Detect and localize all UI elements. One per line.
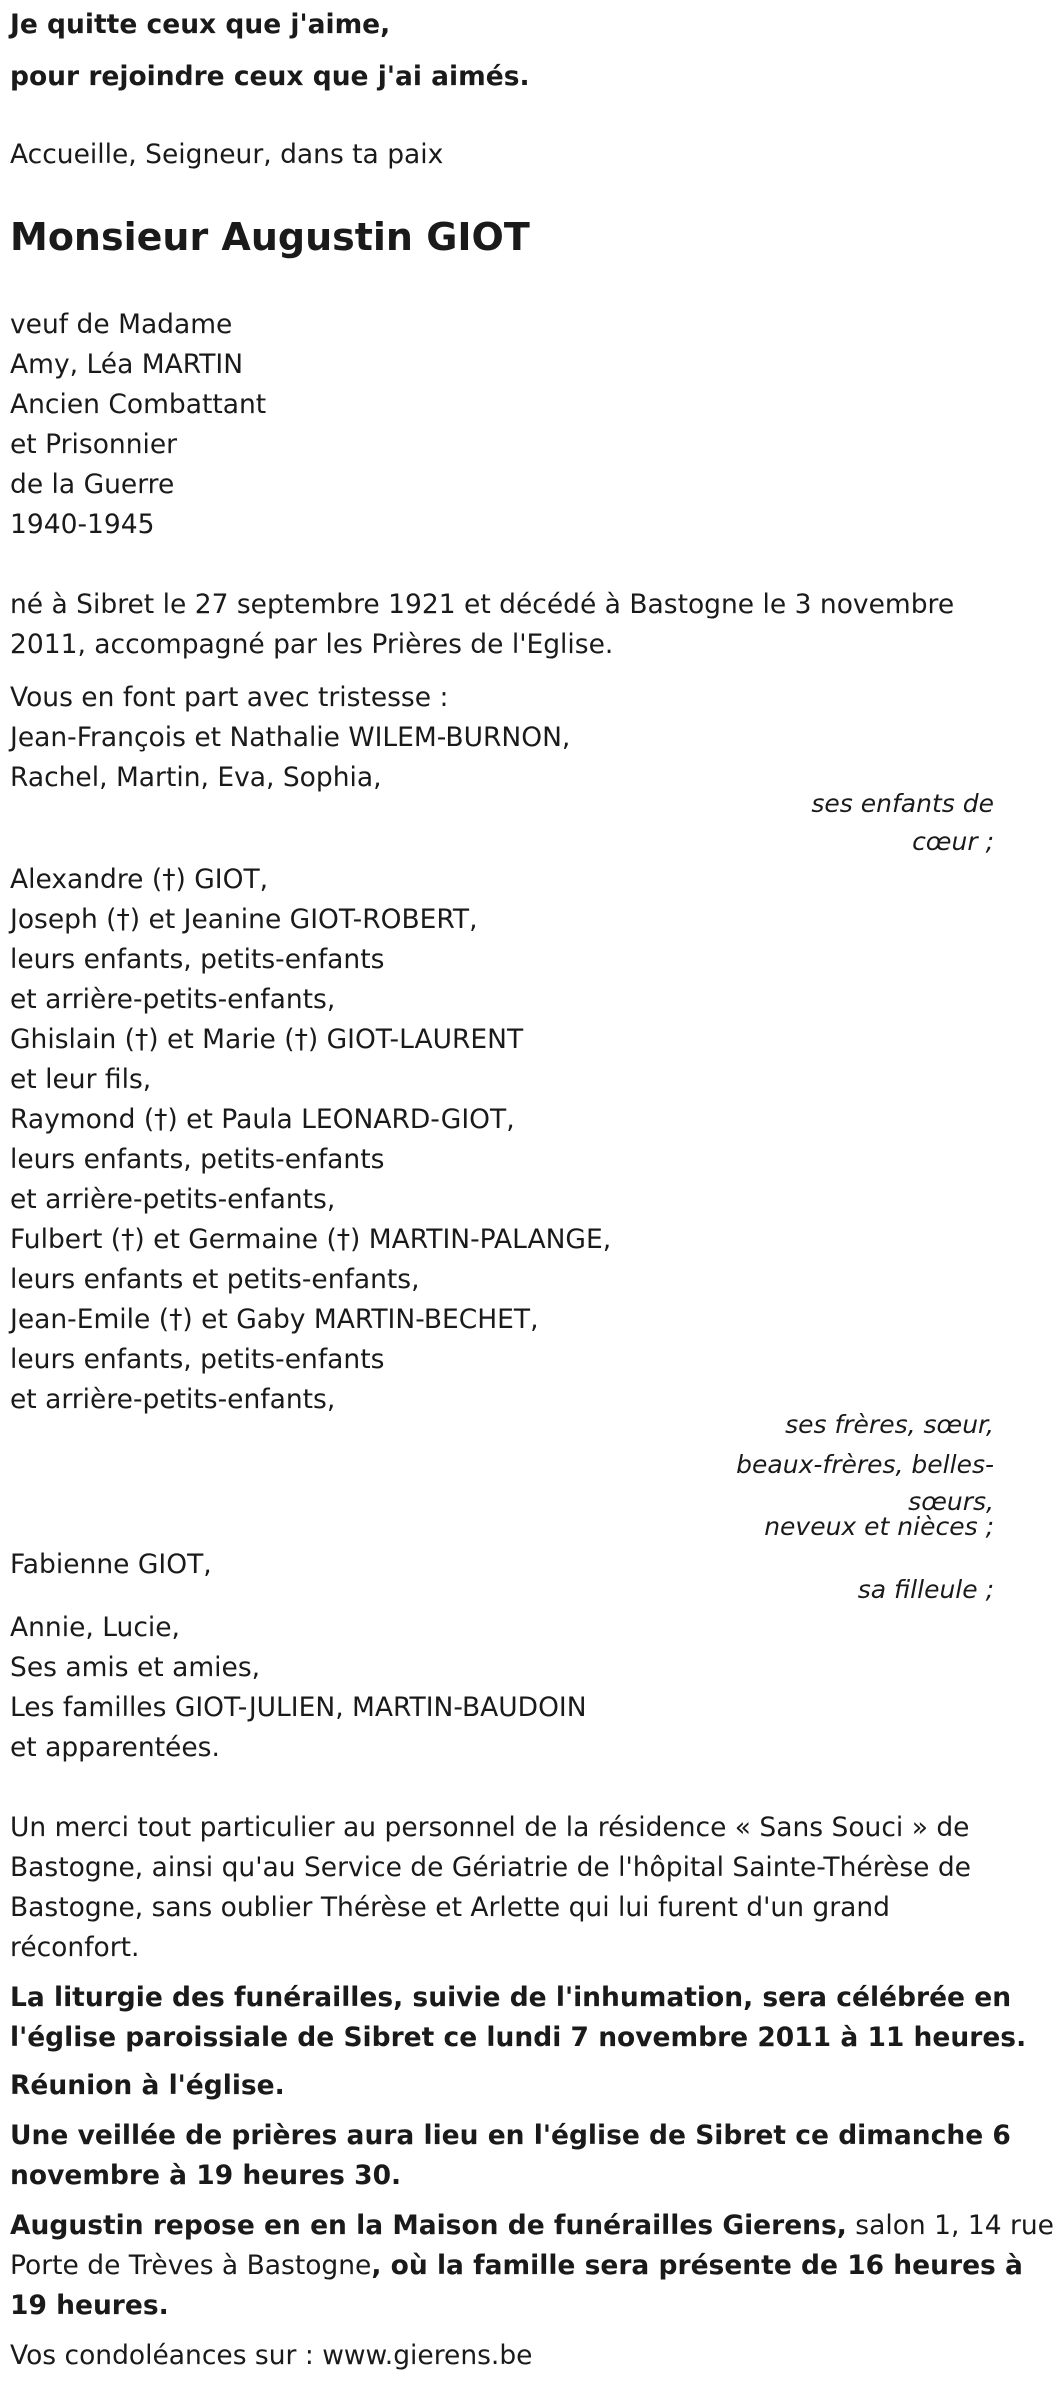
rest-line-3: 19 heures. bbox=[10, 2290, 169, 2321]
relation-label: ses frères, sœur, bbox=[785, 1410, 994, 1439]
rest-bold-text: Augustin repose en en la Maison de funérailles Gierens, bbox=[10, 2210, 847, 2241]
family-line: et leur fils, bbox=[10, 1064, 152, 1095]
thanks-line-3: Bastogne, sans oublier Thérèse et Arlette qui lui furent d'un grand bbox=[10, 1892, 890, 1923]
quote-line-1: Je quitte ceux que j'aime, bbox=[10, 9, 391, 40]
birth-death-line-2: 2011, accompagné par les Prières de l'Eglise. bbox=[10, 629, 614, 660]
family-line: et arrière-petits-enfants, bbox=[10, 1184, 336, 1215]
relation-label: ses enfants de bbox=[811, 789, 994, 818]
rest-line-1 bbox=[10, 2206, 1054, 2246]
family-line: leurs enfants, petits-enfants bbox=[10, 1144, 385, 1175]
intro-line-1: veuf de Madame bbox=[10, 309, 233, 340]
family-line: Rachel, Martin, Eva, Sophia, bbox=[10, 762, 382, 793]
prayer-text: Accueille, Seigneur, dans ta paix bbox=[10, 139, 444, 170]
family-line: Joseph (†) et Jeanine GIOT-ROBERT, bbox=[10, 904, 478, 935]
funeral-line-2: l'église paroissiale de Sibret ce lundi 7 novembre 2011 à 11 heures. bbox=[10, 2022, 1027, 2053]
relation-label: beaux-frères, belles- bbox=[736, 1450, 994, 1479]
condolences-text: Vos condoléances sur : www.gierens.be bbox=[10, 2340, 533, 2371]
rest-line-2 bbox=[10, 2246, 1023, 2286]
meeting-text: Réunion à l'église. bbox=[10, 2070, 285, 2101]
birth-death-line-1: né à Sibret le 27 septembre 1921 et décédé à Bastogne le 3 novembre bbox=[10, 589, 955, 620]
rest-normal-text: salon 1, 14 rue bbox=[846, 2210, 1054, 2241]
quote-line-2: pour rejoindre ceux que j'ai aimés. bbox=[10, 61, 530, 92]
family-line: Ghislain (†) et Marie (†) GIOT-LAURENT bbox=[10, 1024, 524, 1055]
rest-bold-text: , où la famille sera présente de 16 heures à bbox=[371, 2250, 1023, 2281]
family-line: et apparentées. bbox=[10, 1732, 220, 1763]
family-line: Annie, Lucie, bbox=[10, 1612, 180, 1643]
family-line: et arrière-petits-enfants, bbox=[10, 984, 336, 1015]
relation-label: cœur ; bbox=[912, 827, 994, 856]
family-line: Fulbert (†) et Germaine (†) MARTIN-PALANGE, bbox=[10, 1224, 612, 1255]
family-line: leurs enfants, petits-enfants bbox=[10, 1344, 385, 1375]
announce-text: Vous en font part avec tristesse : bbox=[10, 682, 449, 713]
family-line: et arrière-petits-enfants, bbox=[10, 1384, 336, 1415]
relation-label: sa filleule ; bbox=[857, 1575, 994, 1604]
vigil-line-2: novembre à 19 heures 30. bbox=[10, 2160, 402, 2191]
deceased-name: Monsieur Augustin GIOT bbox=[10, 215, 530, 259]
thanks-line-2: Bastogne, ainsi qu'au Service de Gériatrie de l'hôpital Sainte-Thérèse de bbox=[10, 1852, 971, 1883]
rest-normal-text: Porte de Trèves à Bastogne bbox=[10, 2250, 372, 2281]
family-line: Jean-Emile (†) et Gaby MARTIN-BECHET, bbox=[10, 1304, 539, 1335]
family-line: Ses amis et amies, bbox=[10, 1652, 261, 1683]
family-line: leurs enfants, petits-enfants bbox=[10, 944, 385, 975]
family-line: Raymond (†) et Paula LEONARD-GIOT, bbox=[10, 1104, 515, 1135]
intro-line-2: Amy, Léa MARTIN bbox=[10, 349, 244, 380]
family-line: leurs enfants et petits-enfants, bbox=[10, 1264, 420, 1295]
intro-line-3: Ancien Combattant bbox=[10, 389, 267, 420]
intro-line-6: 1940-1945 bbox=[10, 509, 155, 540]
family-line: Les familles GIOT-JULIEN, MARTIN-BAUDOIN bbox=[10, 1692, 587, 1723]
family-line: Jean-François et Nathalie WILEM-BURNON, bbox=[10, 722, 571, 753]
thanks-line-4: réconfort. bbox=[10, 1932, 140, 1963]
thanks-line-1: Un merci tout particulier au personnel de la résidence « Sans Souci » de bbox=[10, 1812, 970, 1843]
family-line: Alexandre (†) GIOT, bbox=[10, 864, 269, 895]
intro-line-5: de la Guerre bbox=[10, 469, 175, 500]
relation-label: neveux et nièces ; bbox=[764, 1512, 994, 1541]
relation-label: sœurs, bbox=[908, 1487, 994, 1516]
funeral-line-1: La liturgie des funérailles, suivie de l'inhumation, sera célébrée en bbox=[10, 1982, 1012, 2013]
intro-line-4: et Prisonnier bbox=[10, 429, 178, 460]
family-line: Fabienne GIOT, bbox=[10, 1549, 212, 1580]
vigil-line-1: Une veillée de prières aura lieu en l'église de Sibret ce dimanche 6 bbox=[10, 2120, 1011, 2151]
